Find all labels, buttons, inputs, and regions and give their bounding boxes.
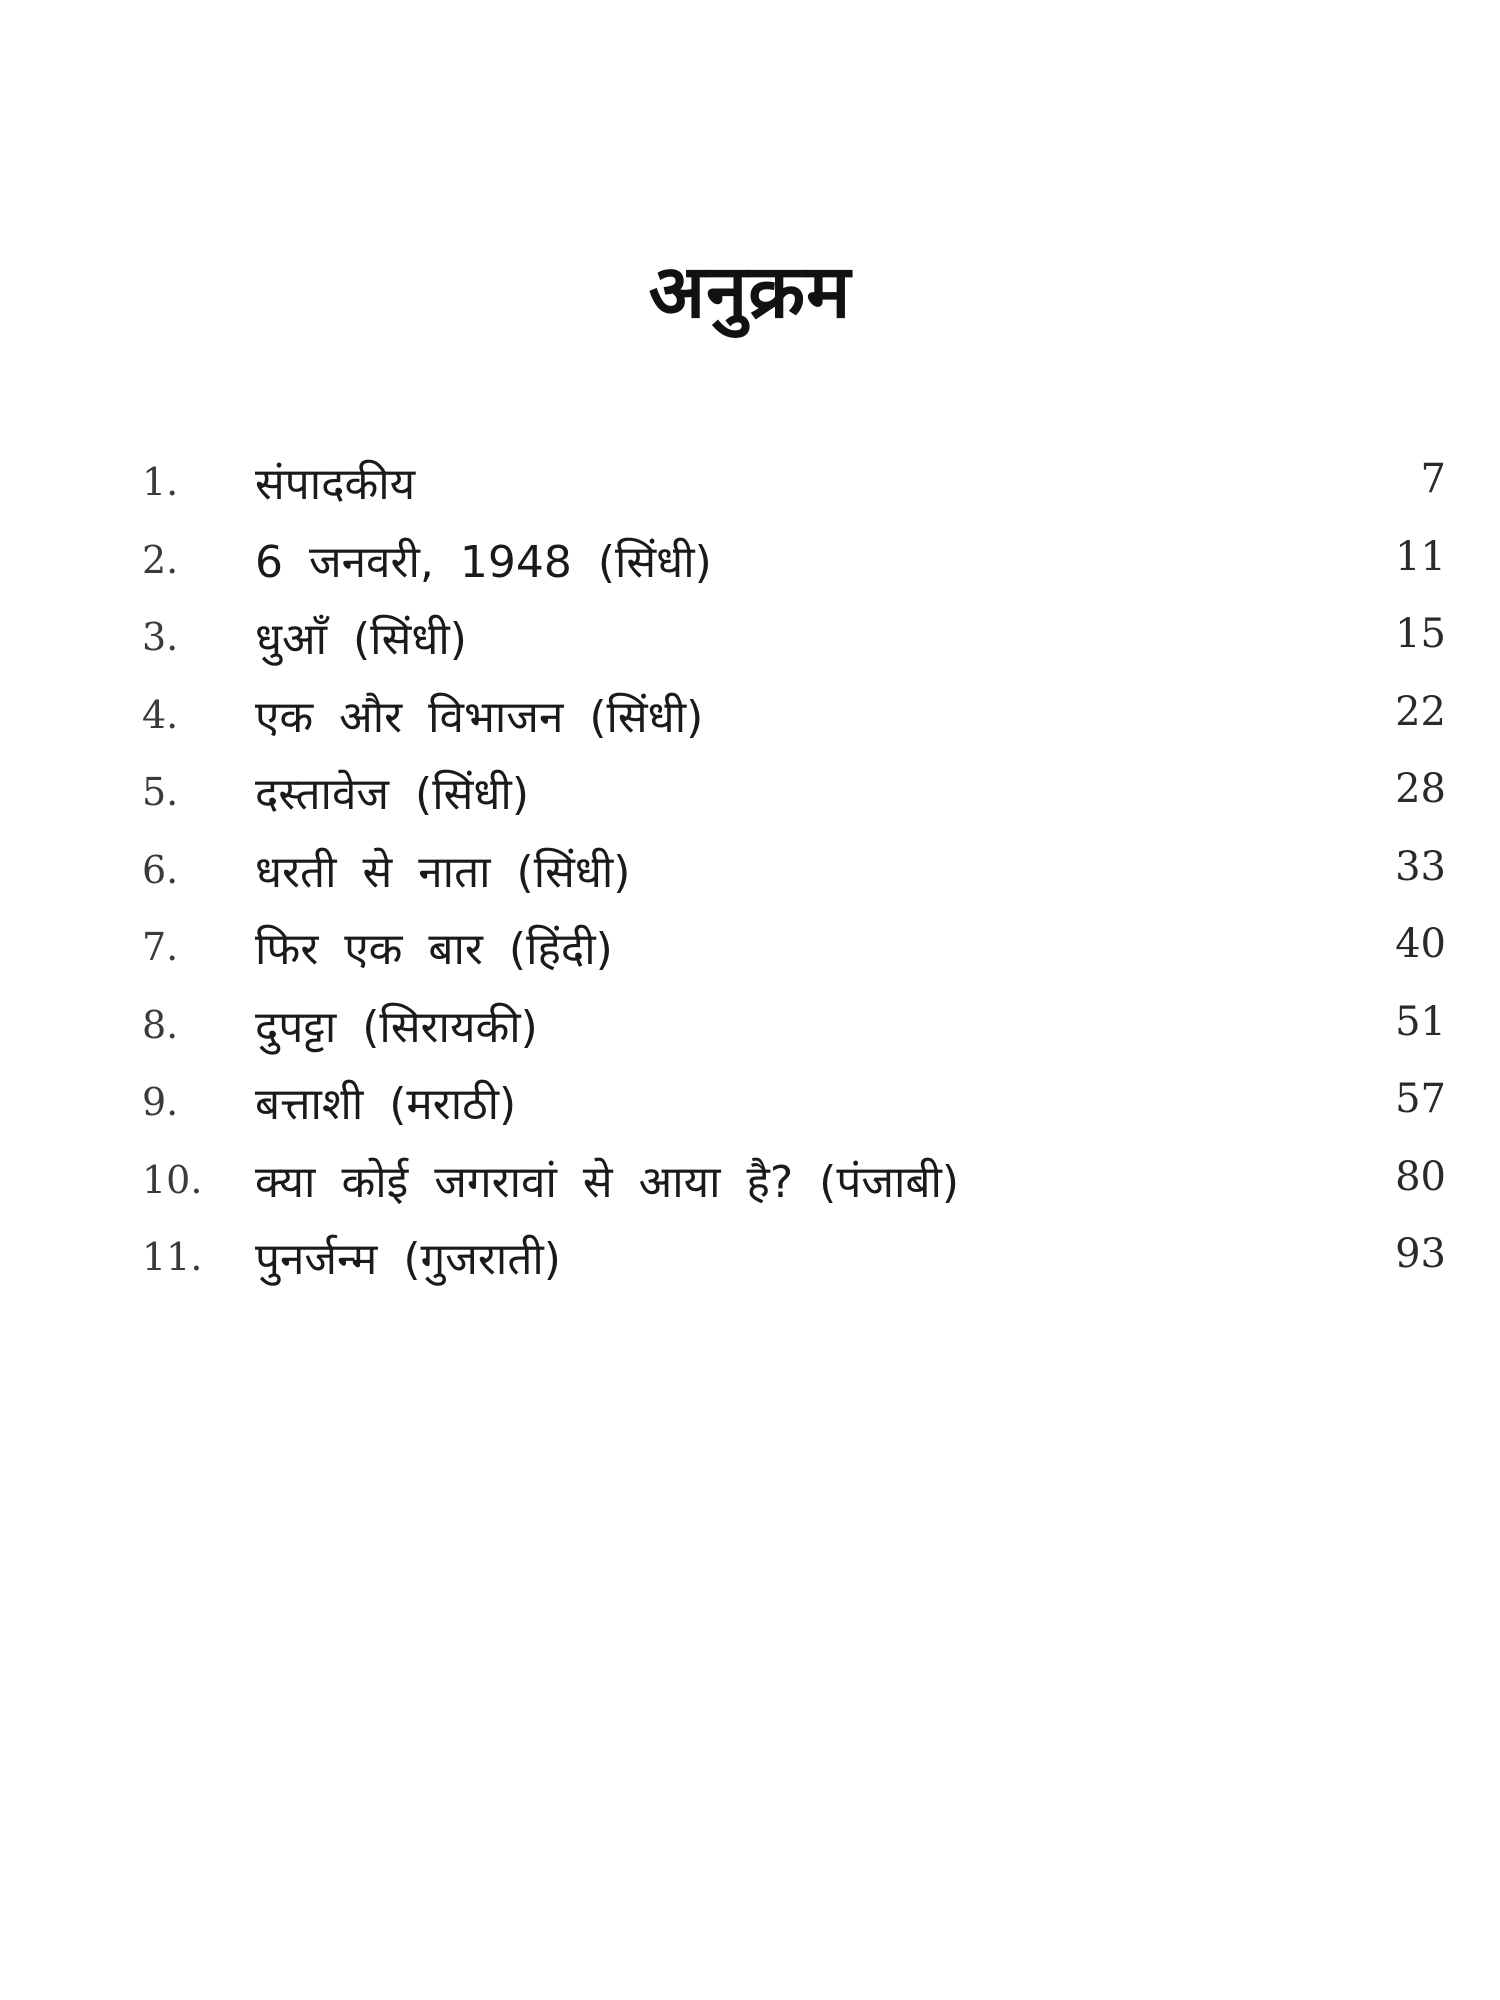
toc-entry	[0, 840, 1500, 918]
entry-title: संपादकीय	[255, 459, 416, 510]
entry-page-number: 80	[1395, 1153, 1446, 1200]
entry-page-number: 11	[1395, 533, 1446, 580]
entry-number: 1.	[142, 460, 179, 504]
entry-title: 6 जनवरी, 1948 (सिंधी)	[255, 536, 712, 588]
entry-title: दस्तावेज (सिंधी)	[255, 769, 529, 820]
entry-number: 4.	[142, 692, 179, 737]
entry-number: 2.	[142, 537, 179, 582]
entry-title: धुआँ (सिंधी)	[255, 614, 467, 665]
entry-page-number: 33	[1395, 843, 1446, 890]
entry-number: 7.	[142, 925, 179, 969]
entry-number: 9.	[142, 1080, 179, 1124]
entry-title: क्या कोई जगरावां से आया है? (पंजाबी)	[255, 1156, 960, 1208]
entry-number: 6.	[142, 847, 179, 892]
toc-entry	[0, 917, 1500, 995]
toc-entry	[0, 762, 1500, 840]
entry-page-number: 7	[1420, 456, 1446, 502]
entry-number: 10.	[142, 1157, 203, 1202]
toc-entry	[0, 1072, 1500, 1150]
toc-entry	[0, 1150, 1500, 1228]
toc-entry	[0, 995, 1500, 1073]
entry-title: दुपट्टा (सिरायकी)	[255, 1001, 538, 1053]
entry-page-number: 51	[1395, 998, 1446, 1045]
entry-page-number: 57	[1395, 1076, 1446, 1122]
entry-title: फिर एक बार (हिंदी)	[255, 924, 613, 975]
entry-page-number: 28	[1395, 766, 1446, 812]
entry-page-number: 22	[1395, 688, 1446, 735]
toc-entry	[0, 1227, 1500, 1305]
entry-title: बत्ताशी (मराठी)	[255, 1079, 517, 1130]
entry-number: 11.	[142, 1235, 203, 1279]
entry-page-number: 40	[1395, 921, 1446, 967]
table-of-contents	[0, 452, 1500, 1305]
entry-title: धरती से नाता (सिंधी)	[255, 846, 631, 898]
toc-entry	[0, 607, 1500, 685]
entry-title: पुनर्जन्म (गुजराती)	[255, 1234, 561, 1285]
entry-number: 3.	[142, 615, 179, 659]
toc-entry	[0, 452, 1500, 530]
toc-entry	[0, 685, 1500, 763]
entry-page-number: 15	[1395, 611, 1446, 657]
page-title: अनुक्रम	[648, 248, 852, 335]
entry-number: 8.	[142, 1002, 179, 1047]
entry-number: 5.	[142, 770, 179, 814]
toc-entry	[0, 530, 1500, 608]
entry-title: एक और विभाजन (सिंधी)	[255, 691, 704, 743]
entry-page-number: 93	[1395, 1231, 1446, 1277]
